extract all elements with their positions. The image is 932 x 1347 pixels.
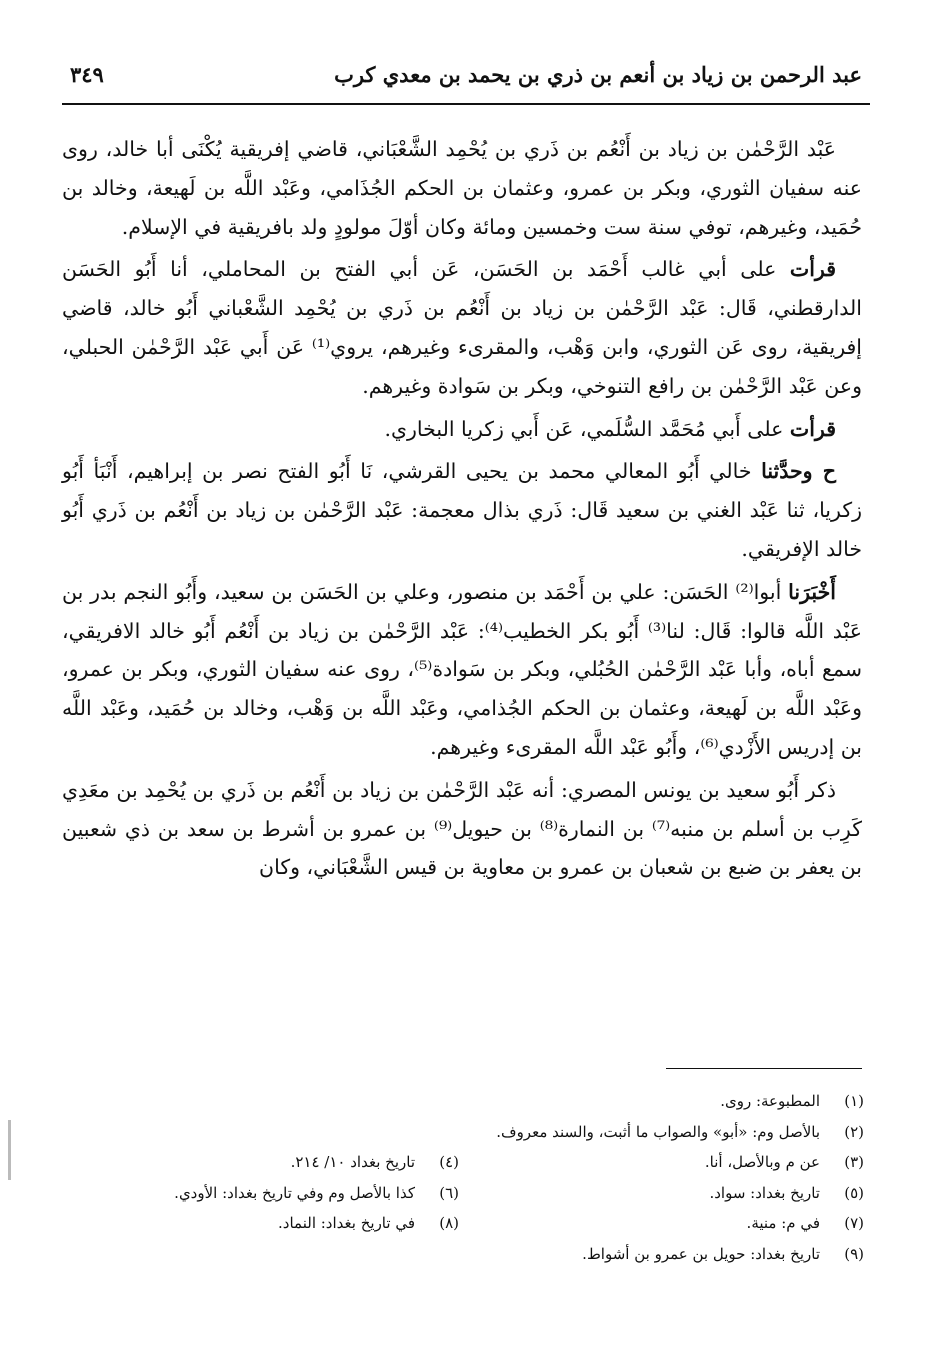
footnote-number: (٩): [844, 1244, 864, 1263]
footnote-number: (٥): [844, 1183, 864, 1202]
paragraph-lead: أَخْبَرَنا: [788, 579, 836, 604]
footnote-7: [459, 1214, 864, 1232]
footnote-text: بالأصل وم: «أبو» والصواب ما أثبت، والسند معروف.: [496, 1122, 820, 1141]
paragraph: [62, 250, 862, 405]
paragraph: [62, 410, 862, 449]
paragraph-text: خالي أَبُو المعالي محمد بن يحيى القرشي، نَا أَبُو الفتح نصر بن إبراهيم، أَنْبَأ أَبُو زكريا، ثنا عَبْد الغني بن سعيد قَال: ذَري بذال معجمة: عَبْد الرَّحْمٰن بن زياد بن أَنْعُم بن ذَري أَبُو خالد الإفريقي.: [62, 459, 862, 561]
footnote-text: تاريخ بغداد ١٠/ ٢١٤.: [290, 1153, 415, 1172]
footnote-number: (١): [844, 1092, 864, 1111]
footnotes: [64, 1086, 864, 1269]
footnote-number: (٦): [439, 1183, 459, 1202]
footnote-row: [64, 1208, 864, 1239]
paragraph-lead: قرأت: [789, 257, 836, 282]
footnote-row: [64, 1086, 864, 1117]
paragraph: [62, 452, 862, 568]
paragraph-text: عَبْد الرَّحْمٰن بن زياد بن أَنْعُم بن ذَري بن يُحْمِد الشَّعْبَاني، قاضي إفريقية يُكْنَى أبا خالد، روى عنه سفيان الثوري، وبكر بن عمرو، وعثمان بن الحكم الجُذَامي، وعَبْد اللَّه بن لَهيعة، وخالد بن حُمَيد، وغيرهم، توفي سنة ست وخمسين ومائة وكان أوّلَ مولودٍ ولد بافريقية في الإسلام.: [62, 137, 862, 239]
footnote-text: المطبوعة: روى.: [720, 1092, 820, 1111]
paragraph: [62, 130, 862, 246]
footnote-rule: [666, 1068, 862, 1069]
paragraph: [62, 771, 862, 887]
footnote-row: [64, 1147, 864, 1178]
paragraph-lead: قرأت: [789, 416, 836, 441]
paragraph-text: أبوا⁽²⁾ الحَسَن: علي بن أَحْمَد بن منصور، وعلي بن الحَسَن بن سعيد، وأَبُو النجم بدر بن عَبْد اللَّه قالوا: قَال: لنا⁽³⁾ أَبُو بكر الخطيب⁽⁴⁾: عَبْد الرَّحْمٰن بن زياد بن أَنْعُم أَبُو خالد الافريقي، سمع أباه، وأبا عَبْد الرَّحْمٰن الحُبُلي، وبكر بن سَوادة⁽⁵⁾، روى عنه سفيان الثوري، وبكر بن عمرو، وعَبْد اللَّه بن لَهيعة، وعثمان بن الحكم الجُذامي، وعَبْد اللَّه بن وَهْب، وخالد بن حُمَيد، وعَبْد اللَّه بن إدريس الأَزْدي⁽⁶⁾، وأَبُو عَبْد اللَّه المقرىء وغيرهم.: [62, 579, 862, 759]
footnote-row: [64, 1178, 864, 1209]
footnote-text: في تاريخ بغداد: النماد.: [278, 1214, 415, 1233]
footnote-number: (٧): [844, 1214, 864, 1233]
footnote-3: [459, 1153, 864, 1171]
page-number: ٣٤٩: [70, 62, 104, 87]
footnote-number: (٨): [439, 1214, 459, 1233]
footnote-number: (٤): [439, 1153, 459, 1172]
paragraph-text: على أبي غالب أَحْمَد بن الحَسَن، عَن أبي الفتح بن المحاملي، أنا أَبُو الحَسَن الدارقطني، قَال: عَبْد الرَّحْمٰن بن زياد بن أَنْعُم بن ذَري بن يُحْمِد الشَّعْباني أَبُو خالد، قاضي إفريقية، روى عَن الثوري، وابن وَهْب، والمقرىء وغيرهم، يروي⁽¹⁾ عَن أَبي عَبْد الرَّحْمٰن الحبلي، وعن عَبْد الرَّحْمٰن بن رافع التنوخي، وبكر بن سَوادة وغيرهم.: [62, 257, 863, 398]
header-rule: [62, 103, 870, 105]
main-text: [62, 130, 862, 891]
footnote-6: [174, 1184, 459, 1202]
footnote-row: [64, 1239, 864, 1270]
footnote-5: [459, 1184, 864, 1202]
footnote-text: تاريخ بغداد: حويل بن عمرو بن أشواط.: [582, 1244, 820, 1263]
footnote-1: [64, 1092, 864, 1110]
scan-edge-mark: [8, 1120, 11, 1180]
paragraph-lead: ح وحدَّثنا: [761, 459, 836, 484]
footnote-2: [64, 1123, 864, 1141]
footnote-text: عن م وبالأصل، أنا.: [704, 1153, 820, 1172]
paragraph-text: على أَبي مُحَمَّد السُّلَمي، عَن أَبي زكريا البخاري.: [384, 416, 790, 441]
footnote-4: [291, 1153, 459, 1171]
footnote-number: (٣): [844, 1153, 864, 1172]
footnote-number: (٢): [844, 1122, 864, 1141]
running-title: عبد الرحمن بن زياد بن أنعم بن ذري بن يحمد بن معدي كرب: [334, 62, 862, 87]
footnote-9: [64, 1245, 864, 1263]
footnote-text: كذا بالأصل وم وفي تاريخ بغداد: الأودي.: [174, 1183, 415, 1202]
footnote-text: تاريخ بغداد: سواد.: [709, 1183, 820, 1202]
paragraph-text: ذكر أَبُو سعيد بن يونس المصري: أنه عَبْد الرَّحْمٰن بن زياد بن أَنْعُم بن ذَري بن يُحْمِد بن معَدِي كَرِب بن أسلم بن منبه⁽⁷⁾ بن النمارة⁽⁸⁾ بن حيويل⁽⁹⁾ بن عمرو بن أشرط بن سعد بن ذي شعبين بن يعفر بن ضبع بن شعبان بن عمرو بن معاوية بن قيس الشَّعْبَاني، وكان: [62, 777, 862, 880]
footnote-row: [64, 1117, 864, 1148]
paragraph: [62, 573, 862, 767]
footnote-8: [278, 1214, 459, 1232]
footnote-text: في م: منية.: [746, 1214, 820, 1233]
